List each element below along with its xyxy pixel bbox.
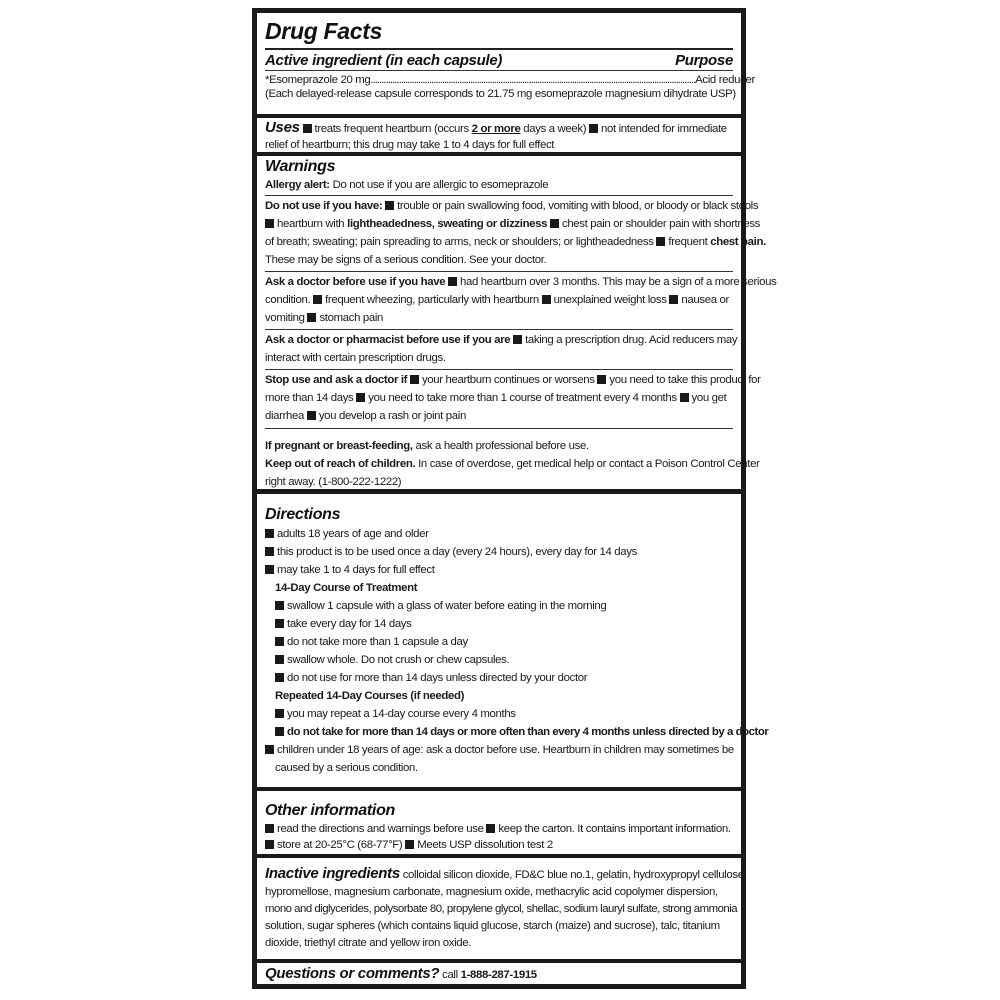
ask-doctor-1: had heartburn over 3 months. This may be a sign of a more serious bbox=[460, 276, 777, 288]
bullet-square-icon bbox=[275, 709, 284, 718]
directions-section bbox=[257, 494, 769, 787]
course-heading: 14-Day Course of Treatment bbox=[275, 582, 418, 594]
bullet-square-icon bbox=[265, 219, 274, 228]
warnings-divider bbox=[265, 271, 733, 272]
inactive-ingredients-section bbox=[257, 858, 747, 959]
direction-text: caused by a serious condition. bbox=[275, 762, 418, 774]
uses-heading: Uses bbox=[265, 119, 300, 136]
bullet-square-icon bbox=[275, 727, 284, 736]
inactive-text-3: mono and diglycerides, polysorbate 80, propylene glycol, shellac, sodium lauryl sulfate, strong ammonia bbox=[265, 903, 738, 915]
ask-doctor-2c: unexplained weight loss bbox=[553, 294, 667, 306]
bullet-square-icon bbox=[307, 411, 316, 420]
other-text-1: read the directions and warnings before use bbox=[277, 823, 484, 835]
warnings-heading: Warnings bbox=[265, 158, 336, 175]
do-not-use-2b: lightheadedness, sweating or dizziness bbox=[347, 218, 548, 230]
direction-text: this product is to be used once a day (every 24 hours), every day for 14 days bbox=[277, 546, 637, 558]
bullet-square-icon bbox=[265, 824, 274, 833]
questions-phone: 1-888-287-1915 bbox=[460, 969, 537, 981]
bullet-square-icon bbox=[265, 529, 274, 538]
bullet-square-icon bbox=[303, 124, 312, 133]
warnings-divider bbox=[265, 195, 733, 196]
list-item bbox=[265, 705, 733, 723]
repeat-heading: Repeated 14-Day Courses (if needed) bbox=[275, 690, 465, 702]
bullet-square-icon bbox=[405, 840, 414, 849]
ingredient-purpose: Acid reducer bbox=[695, 74, 755, 86]
ask-doctor-label: Ask a doctor before use if you have bbox=[265, 276, 446, 288]
list-item bbox=[265, 669, 733, 687]
ask-doctor-2a: condition. bbox=[265, 294, 311, 306]
drug-facts-title: Drug Facts bbox=[265, 18, 383, 44]
ingredient-note: (Each delayed-release capsule corresponds to 21.75 mg esomeprazole magnesium dihydrate USP) bbox=[265, 88, 736, 100]
bullet-square-icon bbox=[597, 375, 606, 384]
bullet-square-icon bbox=[680, 393, 689, 402]
direction-text: swallow whole. Do not crush or chew capsules. bbox=[287, 654, 510, 666]
other-information-heading: Other information bbox=[265, 802, 396, 819]
list-item bbox=[265, 615, 733, 633]
direction-text: take every day for 14 days bbox=[287, 618, 412, 630]
other-text-2: keep the carton. It contains important information. bbox=[498, 823, 731, 835]
questions-section bbox=[257, 963, 741, 984]
uses-text-3: days a week) bbox=[523, 123, 587, 135]
bullet-square-icon bbox=[486, 824, 495, 833]
uses-text-2: 2 or more bbox=[471, 123, 521, 135]
purpose-heading: Purpose bbox=[675, 52, 733, 69]
bullet-square-icon bbox=[275, 601, 284, 610]
bullet-square-icon bbox=[550, 219, 559, 228]
inactive-text-1: colloidal silicon dioxide, FD&C blue no.1, gelatin, hydroxypropyl cellulose, bbox=[402, 869, 747, 881]
stop-use-1a: your heartburn continues or worsens bbox=[421, 374, 595, 386]
allergy-label: Allergy alert: bbox=[265, 179, 330, 191]
do-not-use-2c: chest pain or shoulder pain with shortness bbox=[561, 218, 761, 230]
bullet-square-icon bbox=[275, 637, 284, 646]
direction-text: adults 18 years of age and older bbox=[277, 528, 429, 540]
uses-text-5: relief of heartburn; this drug may take 1 to 4 days for full effect bbox=[265, 139, 555, 151]
uses-section bbox=[257, 118, 741, 152]
stop-use-2c: you get bbox=[691, 392, 727, 404]
direction-text: do not use for more than 14 days unless directed by your doctor bbox=[287, 672, 588, 684]
do-not-use-3a: of breath; sweating; pain spreading to arms, neck or shoulders; or lightheadedness bbox=[265, 236, 654, 248]
list-item bbox=[265, 741, 733, 759]
inactive-text-4: solution, sugar spheres (which contains liquid glucose, starch (maize) and sucrose), talc, titanium bbox=[265, 920, 720, 932]
bullet-square-icon bbox=[265, 565, 274, 574]
bullet-square-icon bbox=[542, 295, 551, 304]
stop-use-label: Stop use and ask a doctor if bbox=[265, 374, 408, 386]
pregnant-text: ask a health professional before use. bbox=[415, 440, 589, 452]
bullet-square-icon bbox=[356, 393, 365, 402]
do-not-use-3c: chest pain. bbox=[710, 236, 766, 248]
ask-pharmacist-1: taking a prescription drug. Acid reducers may bbox=[525, 334, 738, 346]
ask-doctor-3b: stomach pain bbox=[319, 312, 384, 324]
keep-out-text: In case of overdose, get medical help or contact a Poison Control Center bbox=[418, 458, 760, 470]
list-item bbox=[265, 723, 769, 741]
uses-text-4: not intended for immediate bbox=[601, 123, 727, 135]
direction-text: may take 1 to 4 days for full effect bbox=[277, 564, 435, 576]
bullet-square-icon bbox=[513, 335, 522, 344]
other-information-section bbox=[257, 791, 741, 854]
bullet-square-icon bbox=[265, 840, 274, 849]
bullet-square-icon bbox=[313, 295, 322, 304]
list-item bbox=[265, 597, 733, 615]
bullet-square-icon bbox=[448, 277, 457, 286]
pregnant-label: If pregnant or breast-feeding, bbox=[265, 440, 413, 452]
stop-use-3a: diarrhea bbox=[265, 410, 304, 422]
bullet-square-icon bbox=[656, 237, 665, 246]
direction-text: swallow 1 capsule with a glass of water before eating in the morning bbox=[287, 600, 607, 612]
questions-heading: Questions or comments? bbox=[265, 965, 440, 982]
active-ingredient-section bbox=[257, 13, 755, 114]
stop-use-2a: more than 14 days bbox=[265, 392, 354, 404]
list-item bbox=[265, 543, 733, 561]
warnings-divider bbox=[265, 428, 733, 429]
bullet-square-icon bbox=[410, 375, 419, 384]
warnings-divider bbox=[265, 329, 733, 330]
bullet-square-icon bbox=[669, 295, 678, 304]
inactive-text-2: hypromellose, magnesium carbonate, magnesium oxide, methacrylic acid copolymer dispersion, bbox=[265, 886, 718, 898]
uses-text-1: treats frequent heartburn (occurs bbox=[314, 123, 469, 135]
ingredient-dots: ...................................................................................................................................................... bbox=[370, 74, 696, 86]
direction-text: do not take for more than 14 days or more often than every 4 months unless directed by a doctor bbox=[287, 726, 769, 738]
bullet-square-icon bbox=[385, 201, 394, 210]
ask-doctor-2b: frequent wheezing, particularly with heartburn bbox=[325, 294, 539, 306]
do-not-use-label: Do not use if you have: bbox=[265, 200, 383, 212]
stop-use-1b: you need to take this product for bbox=[609, 374, 761, 386]
inactive-text-5: dioxide, triethyl citrate and yellow iron oxide. bbox=[265, 937, 472, 949]
ask-pharmacist-label: Ask a doctor or pharmacist before use if you are bbox=[265, 334, 511, 346]
bullet-square-icon bbox=[275, 619, 284, 628]
list-item bbox=[265, 525, 733, 543]
title-divider bbox=[265, 48, 733, 50]
ask-doctor-2d: nausea or bbox=[681, 294, 729, 306]
do-not-use-3b: frequent bbox=[668, 236, 708, 248]
keep-out-label: Keep out of reach of children. bbox=[265, 458, 416, 470]
active-ingredient-heading: Active ingredient (in each capsule) bbox=[265, 52, 503, 69]
drug-facts-panel bbox=[252, 8, 777, 989]
do-not-use-2a: heartburn with bbox=[277, 218, 345, 230]
stop-use-2b: you need to take more than 1 course of treatment every 4 months bbox=[368, 392, 677, 404]
bullet-square-icon bbox=[265, 547, 274, 556]
questions-call: call bbox=[442, 969, 458, 981]
warnings-section bbox=[257, 156, 777, 489]
bullet-square-icon bbox=[275, 673, 284, 682]
direction-text: you may repeat a 14-day course every 4 months bbox=[287, 708, 516, 720]
bullet-square-icon bbox=[589, 124, 598, 133]
do-not-use-1: trouble or pain swallowing food, vomiting with blood, or bloody or black stools bbox=[397, 200, 759, 212]
direction-text: do not take more than 1 capsule a day bbox=[287, 636, 468, 648]
ingredient-name: *Esomeprazole 20 mg bbox=[265, 74, 371, 86]
bullet-square-icon bbox=[265, 745, 274, 754]
do-not-use-4: These may be signs of a serious condition. See your doctor. bbox=[265, 254, 547, 266]
inactive-ingredients-heading: Inactive ingredients bbox=[265, 865, 400, 882]
other-text-3: store at 20-25°C (68-77°F) bbox=[277, 839, 403, 851]
directions-heading: Directions bbox=[265, 506, 341, 523]
direction-text: children under 18 years of age: ask a doctor before use. Heartburn in children may sometimes be bbox=[277, 744, 734, 756]
active-divider bbox=[265, 70, 733, 71]
warnings-divider bbox=[265, 369, 733, 370]
stop-use-3b: you develop a rash or joint pain bbox=[318, 410, 466, 422]
bullet-square-icon bbox=[275, 655, 284, 664]
allergy-text: Do not use if you are allergic to esomeprazole bbox=[332, 179, 549, 191]
ask-pharmacist-2: interact with certain prescription drugs. bbox=[265, 352, 446, 364]
list-item bbox=[265, 651, 733, 669]
bullet-square-icon bbox=[307, 313, 316, 322]
ask-doctor-3a: vomiting bbox=[265, 312, 305, 324]
keep-out-text-2: right away. (1-800-222-1222) bbox=[265, 476, 402, 488]
list-item bbox=[265, 561, 733, 579]
other-text-4: Meets USP dissolution test 2 bbox=[417, 839, 553, 851]
list-item bbox=[265, 633, 733, 651]
